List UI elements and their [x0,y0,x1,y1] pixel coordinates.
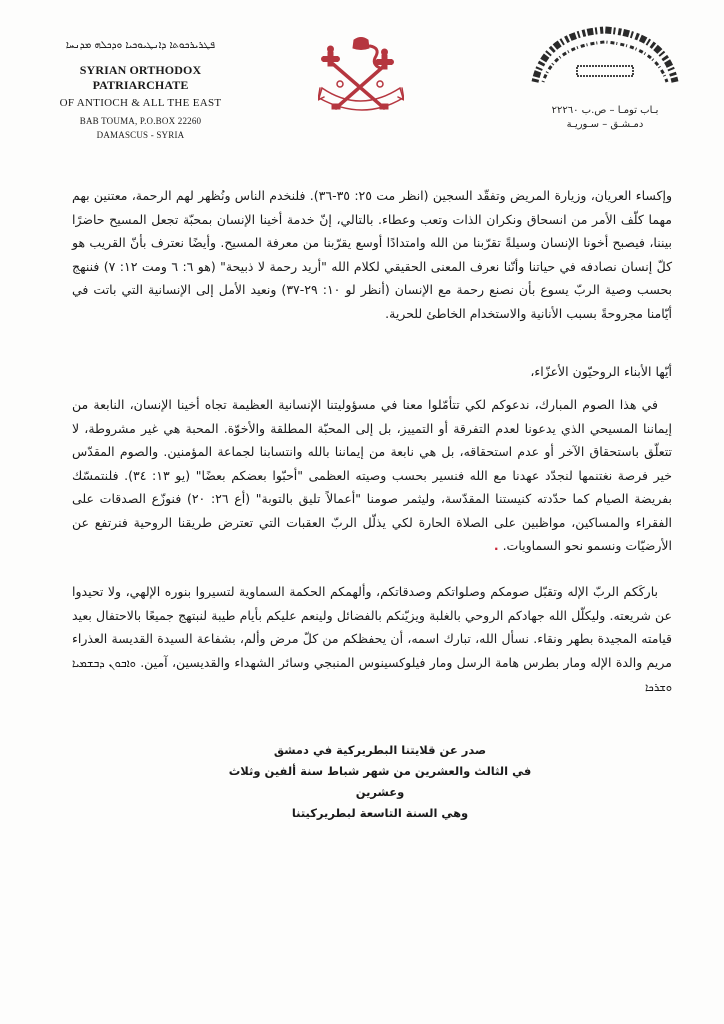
body-paragraph-1 [72,184,672,325]
letterhead-syriac-title: ܦܛܪܝܪܟܘܬܐ ܕܐܢܛܝܘܟܝܐ ܘܕܟܠܗ ܡܕܢܚܐ [65,40,216,51]
letterhead-address [38,114,243,142]
salutation-text: أيّها الأبناء الروحيّون الأعزّاء، [530,364,672,379]
arabic-calligraphy-logo-icon [525,24,685,94]
red-end-mark: . [493,538,499,553]
letterhead-subtitle: OF ANTIOCH & ALL THE EAST [59,97,222,109]
paragraph-3-text: باركَكم الربّ الإله وتقبّل صومكم وصلواتكم وصدقاتكم، وألهمكم الحكمة السماوية لتسيروا بنوره الإلهي، ولا تحيدوا عن شريعته. وليكلّل الله جهادكم الروحي بالغلبة ويزيّنكم بالفضائل ولينعم عليكم بأيام طيبة لنبتهج جميعًا بالاحتفال بعيد قيامته المجيدة بطهر ونقاء. نسأل الله، تبارك اسمه، أن يحفظكم من كلّ مرض وألم، بشفاعة السيدة القديسة العذراء مريم والدة الإله ومار بطرس هامة الرسل ومار فيلوكسينوس المنبجي وسائر الشهداء والقديسين، آمين. [72,584,672,670]
salutation [72,360,672,384]
issuance-line-3: وهي السنة التاسعة لبطريركيتنا [291,806,469,820]
issuance-block [220,740,540,824]
letterhead-arabic [525,24,685,132]
paragraph-2-text: في هذا الصوم المبارك، ندعوكم لكي تتأمّلوا معنا في مسؤوليتنا الإنسانية العظيمة تجاه أخينا الإنسان، النابعة من إيماننا المسيحي الذي يدعونا لعدم التفرقة أو التمييز، بل إلى المحبّة المطلقة والأخوّة. المحبة هي غير مشروطة، لا تتعلّق باستحقاق الآخر أو عدم استحقاقه، بل هي نابعة من إيماننا بالله وانتسابنا لجماعة المؤمنين. والصوم المقدّس خير فرصة نغتنمها لنجدّد عهدنا مع الله فنسير بحسب وصيته العظمى "أحبّوا بعضكم بعضًا" (يو ١٣: ٣٤). فلنتمسّك بفريضة الصيام كما حدّدته كنيستنا المقدّسة، وليثمر صومنا "أعمالاً تليق بالتوبة" (أع ٢٦: ٢٠) فنوزّع الصدقات على الفقراء والمساكين، مواظبين على الصلاة الحارة لكي يذلّل الربّ العقبات التي تعترض طريقنا الروحية فنرتفع عن الأرضيّات ونسمو نحو السماويات. [72,397,673,553]
patriarchal-crossed-keys-emblem-icon [318,36,404,124]
body-paragraph-3 [72,580,672,700]
paragraph-text: وإكساء العريان، وزيارة المريض وتفقّد السجين (انظر مت ٢٥: ٣٥-٣٦). فلنخدم الناس ونُظهر لهم الرحمة، معتنين بهم مهما كلّف الأمر من انسحاق ونكران الذات وتعب وعطاء. بالتالي، إنّ خدمة أخينا الإنسان بمحبّة تجعل المسيح حاضرًا بيننا، فيصبح أخونا الإنسان وسيلةً تقرّبنا من الله وامتدادًا أوسع يقرّبنا من معرفة المسيح. وأيضًا نعترف بأنّ القريب هو كلّ إنسان نصادفه في حياتنا وأنّنا نعرف المعنى الحقيقي لكلام الله "أريد رحمة لا ذبيحة" (هو ٦: ٦ ومت ١٢: ٧) فننهج بحسب وصية الربّ يسوع بأن نصنع رحمة مع الإنسان (أنظر لو ١٠: ٢٩-٣٧) ونعيد الأمل إلى الإنسانية التي باتت في أيّامنا مجروحةً بسبب الأنانية والاستخدام الخاطئ للحرية. [72,188,673,321]
paragraph-text [72,580,672,700]
letterhead-title: SYRIAN ORTHODOX PATRIARCHATE [79,63,202,92]
letterhead-arabic-address [525,104,685,132]
letterhead-english [38,40,243,142]
body-paragraph-2 [72,393,672,558]
issuance-line-2: في الثالث والعشرين من شهر شباط سنة ألفين وثلاث وعشرين [228,764,532,799]
address-line-2: DAMASCUS - SYRIA [96,130,185,140]
syriac-closing-phrase: ܘܐܒܘܢ ܕܒܫܡܝܐ ܘܫܪܟܐ [72,656,672,694]
arabic-address-line-2: دمـشـق – سـوريـة [566,119,644,130]
issuance-line-1: صدر عن قلايتنا البطريركية في دمشق [273,743,487,757]
arabic-address-line-1: بـاب تومـا – ص.ب ٢٢٢٦٠ [551,105,659,116]
address-line-1: BAB TOUMA, P.O.BOX 22260 [79,116,202,126]
paragraph-text [72,393,672,558]
